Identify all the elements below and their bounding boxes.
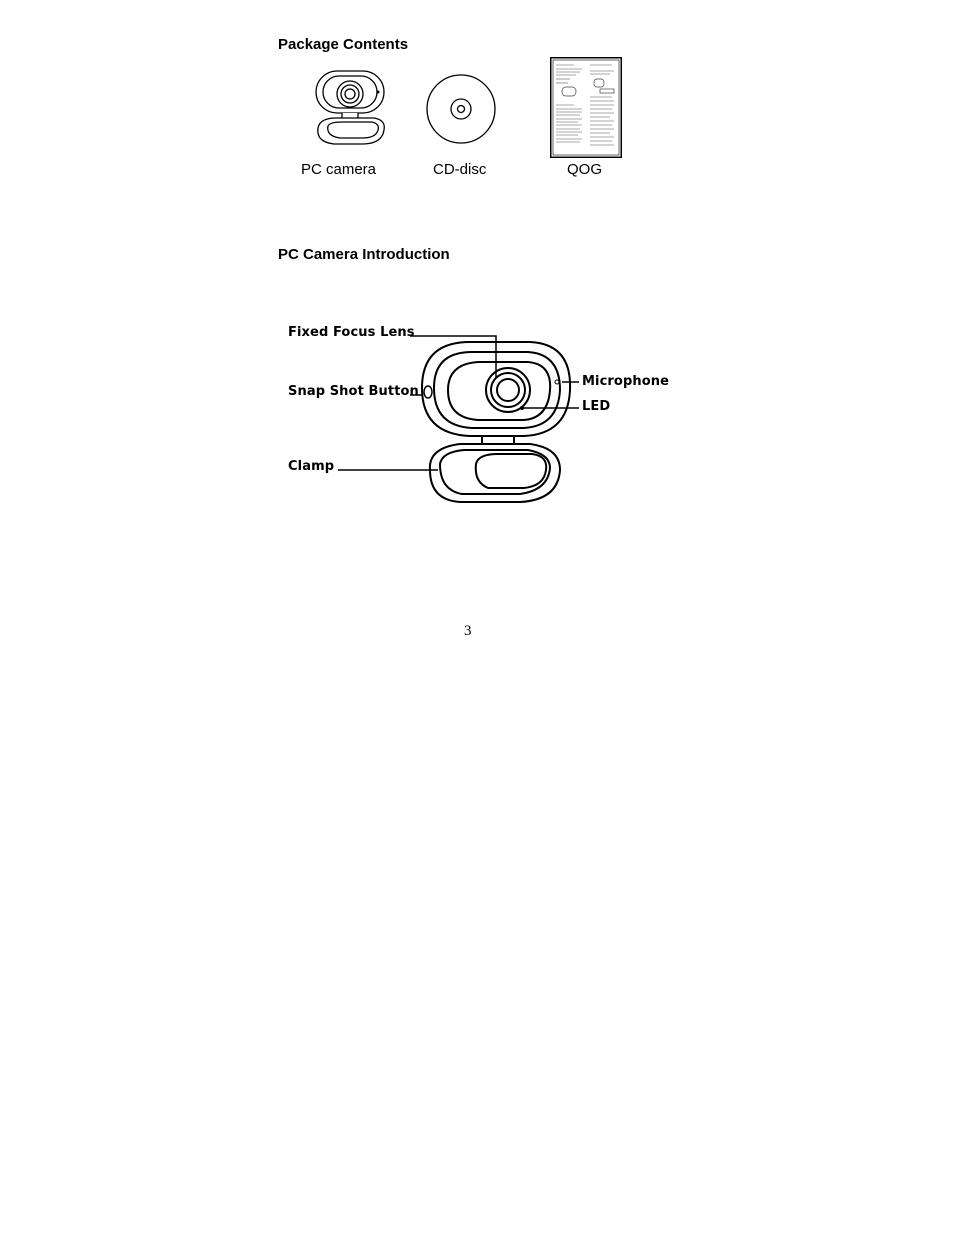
package-item-label-camera: PC camera bbox=[301, 161, 377, 178]
callout-snapshot-button: Snap Shot Button bbox=[288, 384, 419, 399]
callout-led: LED bbox=[582, 399, 611, 414]
camera-intro-heading: PC Camera Introduction bbox=[278, 246, 450, 263]
callout-lens: Fixed Focus Lens bbox=[288, 325, 415, 340]
page-number: 3 bbox=[464, 623, 472, 639]
package-item-label-qog: QOG bbox=[567, 161, 603, 178]
package-item-label-cd: CD-disc bbox=[433, 161, 487, 178]
callout-microphone: Microphone bbox=[582, 374, 670, 389]
callout-clamp: Clamp bbox=[288, 459, 335, 474]
package-contents-heading: Package Contents bbox=[278, 36, 409, 53]
